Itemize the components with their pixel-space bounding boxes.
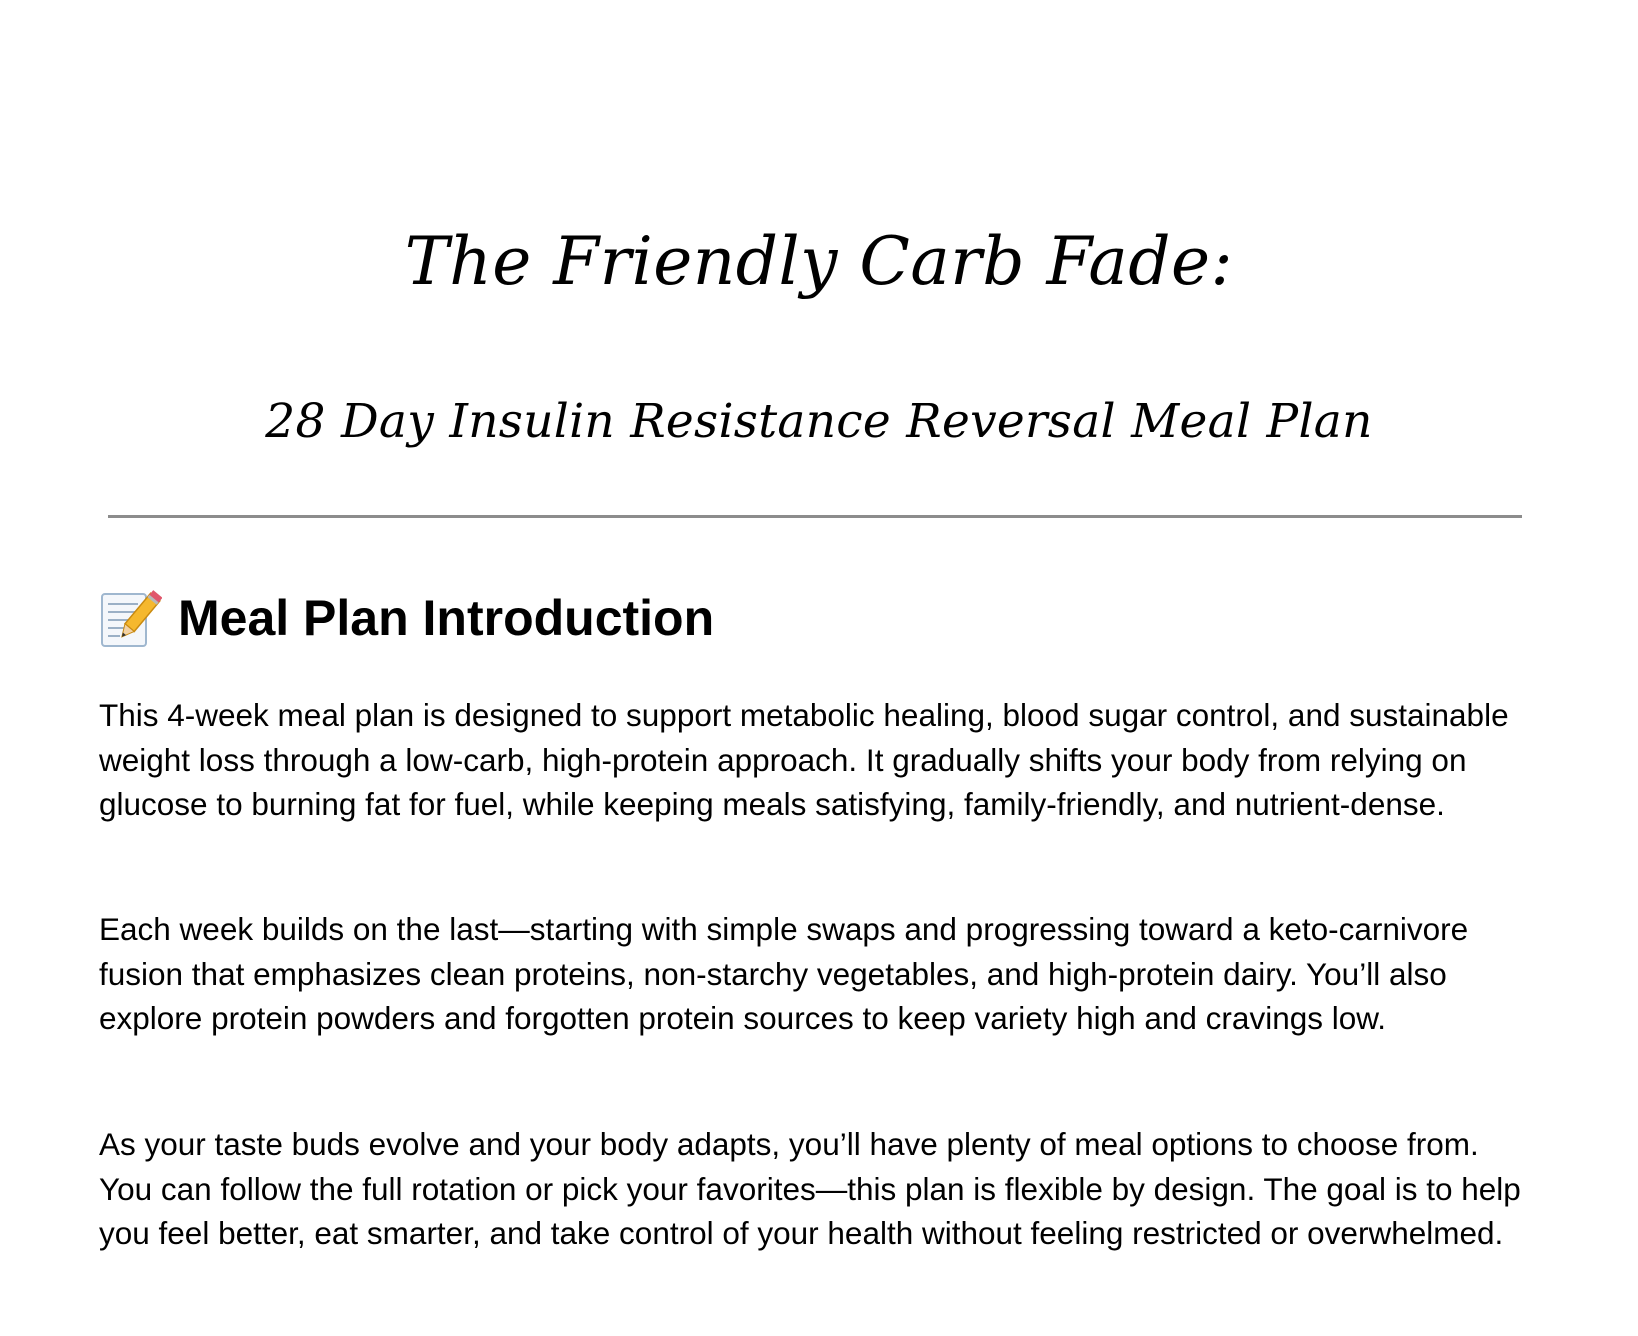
intro-paragraph-3: As your taste buds evolve and your body adapts, you’ll have plenty of meal options to choose from. You can follow the full rotation or pick your favorites—this plan is flexible by design. The goal is to help you feel better, eat smarter, and take control of your health without feeling restricted or overwhelmed. <box>99 1126 1521 1251</box>
memo-pencil-icon <box>98 586 162 650</box>
document-subtitle: 28 Day Insulin Resistance Reversal Meal Plan <box>265 394 1373 449</box>
section-heading-text: Meal Plan Introduction <box>178 590 715 646</box>
horizontal-divider <box>108 515 1522 518</box>
intro-paragraph-1: This 4-week meal plan is designed to support metabolic healing, blood sugar control, and sustainable weight loss through a low-carb, high-protein approach. It gradually shifts your body from relying on glucose to burning fat for fuel, while keeping meals satisfying, family-friendly, and nutrient-dense. <box>99 697 1509 822</box>
document-title: The Friendly Carb Fade: <box>404 223 1234 300</box>
intro-paragraph-2: Each week builds on the last—starting with simple swaps and progressing toward a keto-carnivore fusion that emphasizes clean proteins, non-starchy vegetables, and high-protein dairy. You’ll also explore protein powders and forgotten protein sources to keep variety high and cravings low. <box>99 911 1469 1036</box>
section-heading <box>98 586 714 650</box>
